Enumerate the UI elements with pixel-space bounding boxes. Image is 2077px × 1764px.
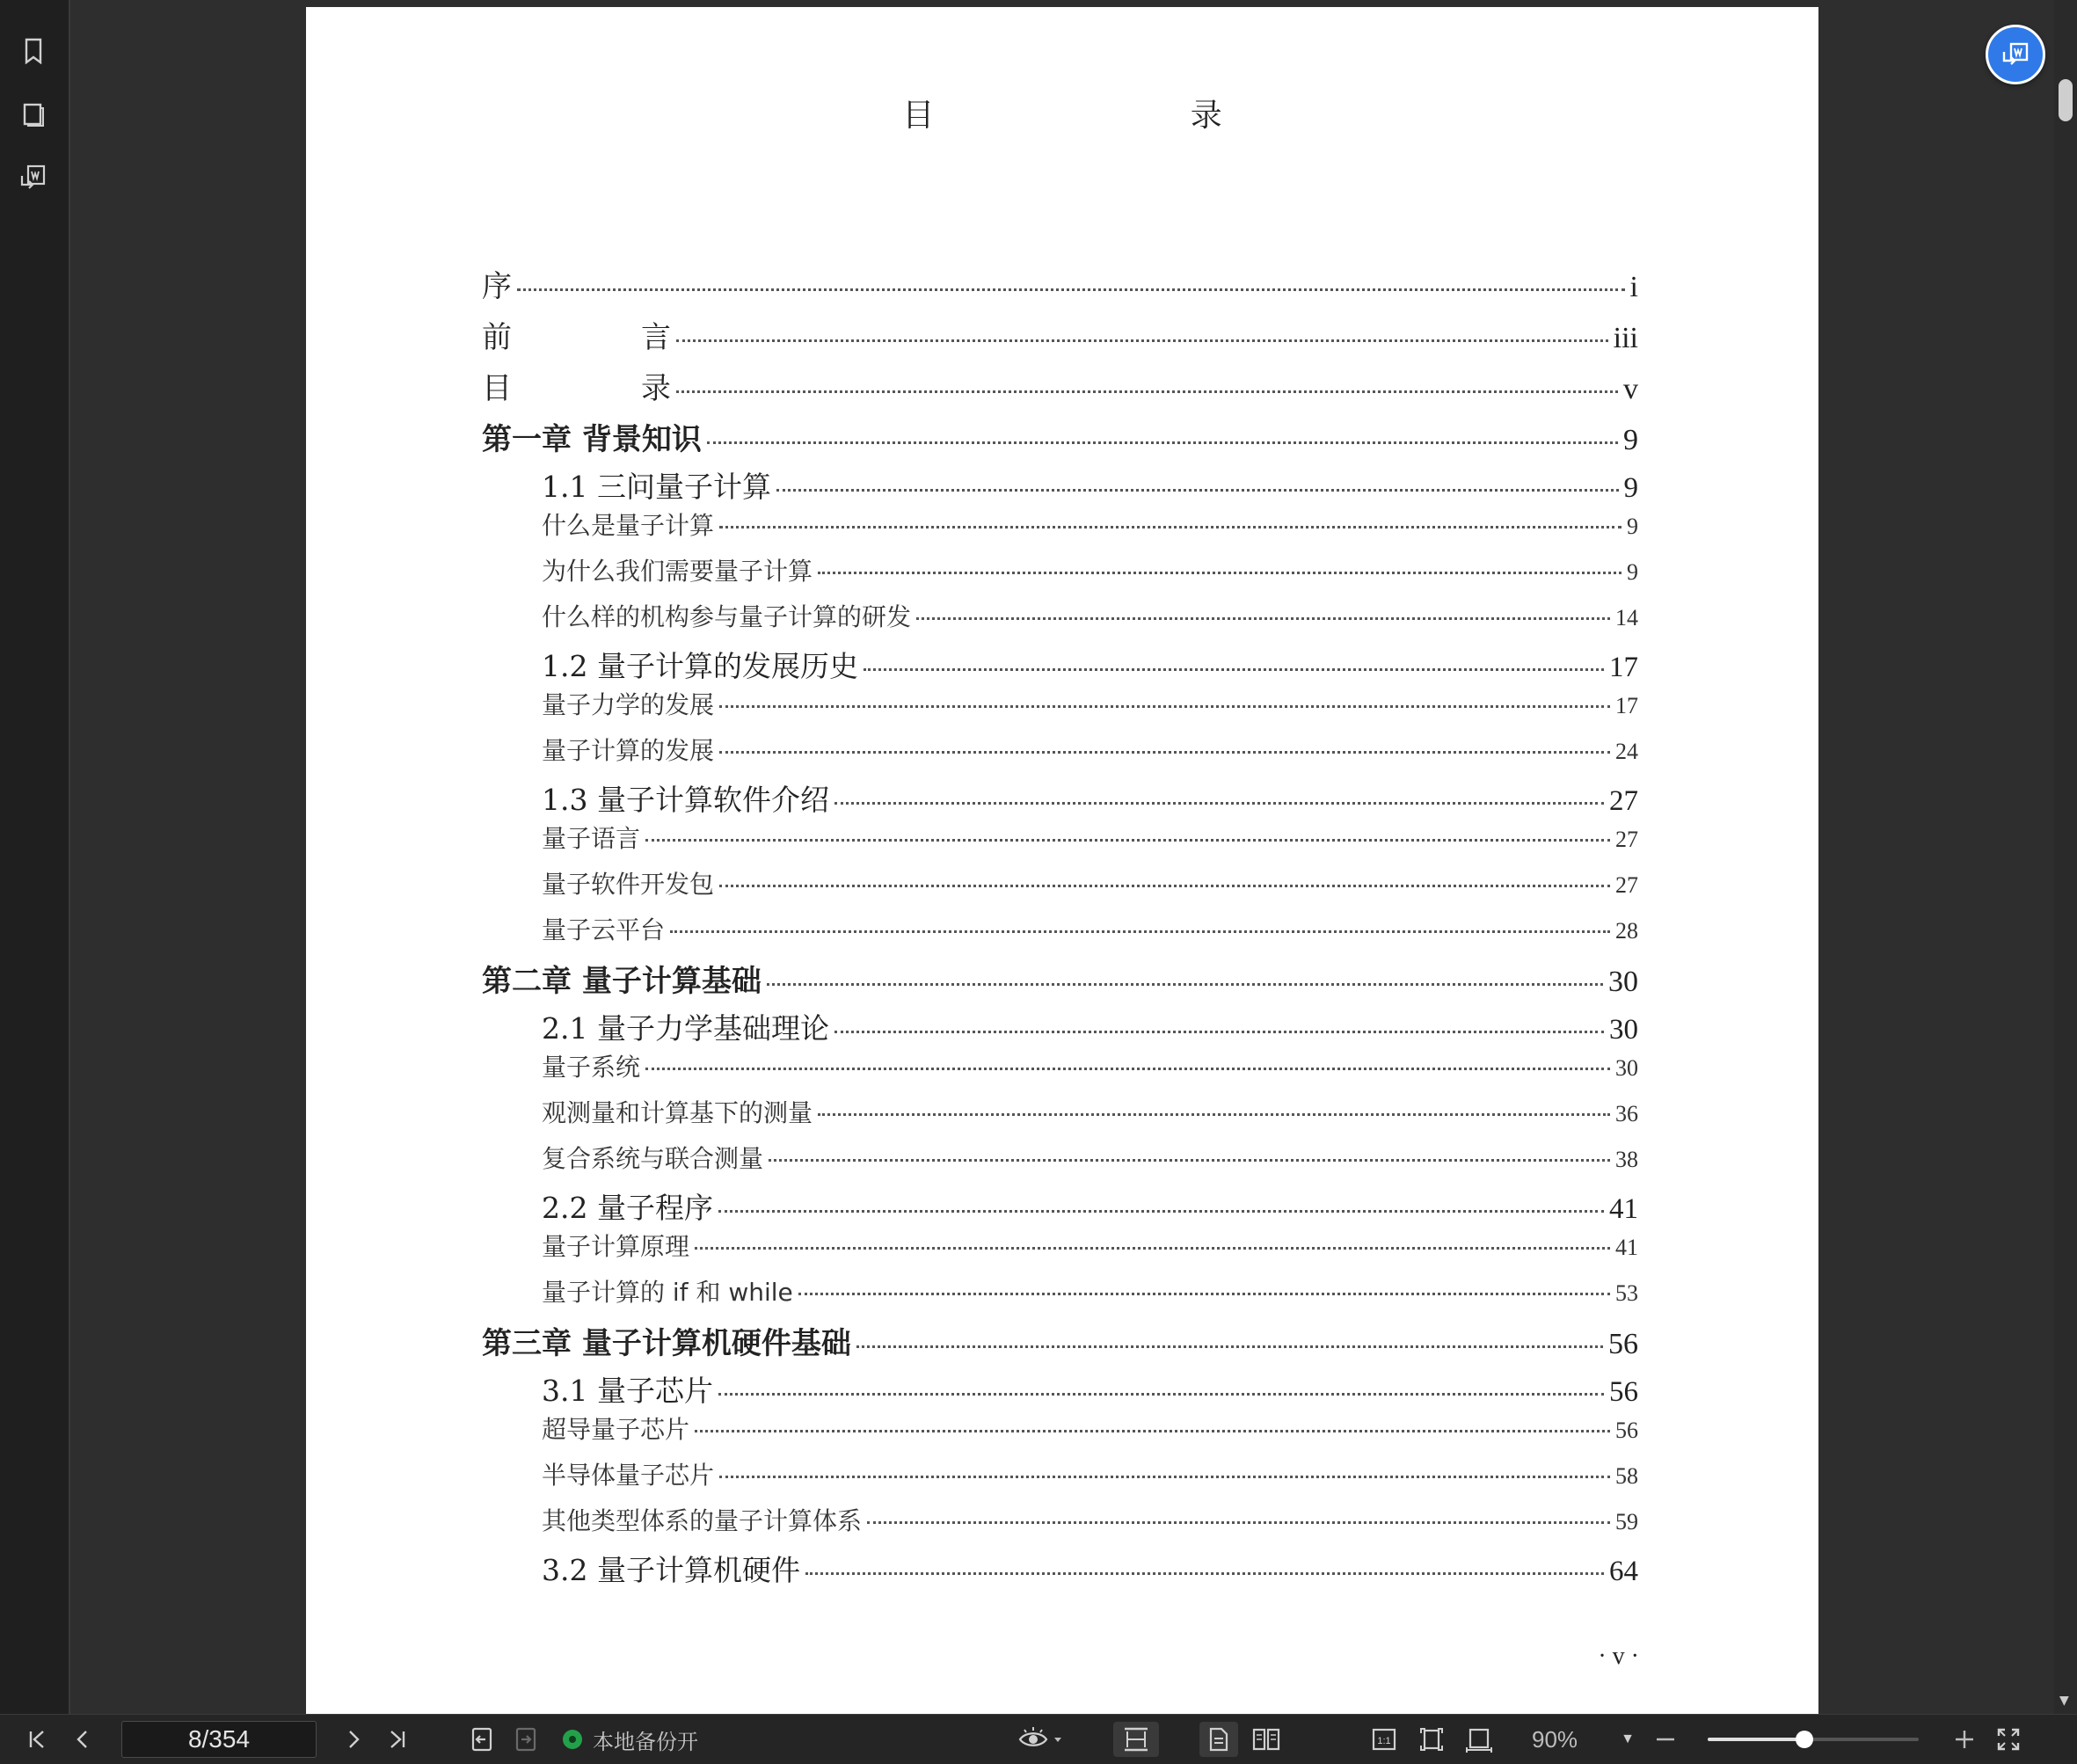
toc-entry[interactable]: [482, 865, 1638, 911]
toc-entry-label: 量子计算的发展: [542, 736, 715, 765]
toc-entry-label: 量子云平台: [542, 915, 666, 944]
toc-entry[interactable]: [482, 415, 1638, 464]
toc-entry-page: 53: [1615, 1280, 1638, 1306]
single-page-icon[interactable]: [1199, 1722, 1238, 1757]
page-footer-number: · v ·: [1598, 1643, 1639, 1670]
toc-entry-label: 1.2 量子计算的发展历史: [542, 649, 858, 683]
fullscreen-icon[interactable]: [1989, 1722, 2028, 1757]
toc-leader-dots: [718, 1392, 1604, 1396]
toc-entry-label: 2.1 量子力学基础理论: [542, 1011, 829, 1046]
toc-leader-dots: [805, 1571, 1604, 1575]
toc-entry[interactable]: [482, 686, 1638, 732]
toc-entry-page: 56: [1615, 1418, 1638, 1443]
toc-entry[interactable]: [482, 1273, 1638, 1319]
toc-entry[interactable]: [482, 644, 1638, 686]
toc-entry-label: 3.1 量子芯片: [542, 1374, 713, 1408]
toc-entry[interactable]: [482, 1456, 1638, 1502]
toc-entry[interactable]: [482, 464, 1638, 507]
toc-leader-dots: [695, 1429, 1610, 1432]
toc-leader-dots: [818, 571, 1622, 574]
bookmark-icon[interactable]: [14, 32, 53, 70]
toc-entry-label: 2.2 量子程序: [542, 1191, 713, 1225]
toc-leader-dots: [719, 704, 1610, 708]
toc-entry[interactable]: [482, 1548, 1638, 1590]
toc-entry-page: 27: [1615, 872, 1638, 898]
toc-entry-page: 9: [1623, 424, 1638, 456]
toc-entry[interactable]: [482, 1185, 1638, 1228]
toc-entry-label: 其他类型体系的量子计算体系: [542, 1506, 863, 1535]
zoom-slider[interactable]: [1708, 1738, 1919, 1741]
toc-entry-label: 第三章 量子计算机硬件基础: [482, 1326, 851, 1361]
toc-entry-label: 量子软件开发包: [542, 870, 715, 899]
toc-entry-label: 第一章 背景知识: [482, 422, 702, 457]
toc-leader-dots: [818, 1112, 1610, 1116]
thumbnails-icon[interactable]: [14, 95, 53, 134]
toc-entry-label-part: 前: [482, 320, 512, 355]
toc-list: [482, 262, 1638, 1590]
toc-entry-page: 30: [1608, 966, 1638, 998]
toc-leader-dots: [719, 525, 1622, 528]
toc-leader-dots: [834, 1030, 1604, 1033]
toc-entry-page: 58: [1615, 1463, 1638, 1489]
zoom-out-icon[interactable]: [1648, 1722, 1683, 1757]
toc-leader-dots: [769, 1158, 1610, 1162]
first-page-icon[interactable]: [18, 1722, 56, 1757]
toc-entry-label-part: 目: [482, 371, 512, 406]
toc-entry-page: 56: [1608, 1328, 1638, 1360]
toc-entry[interactable]: [482, 820, 1638, 865]
toc-title: 目 录: [902, 98, 1345, 134]
previous-page-icon[interactable]: [63, 1722, 102, 1757]
toc-entry-label: 量子系统: [542, 1053, 641, 1082]
toc-entry[interactable]: [482, 1094, 1638, 1140]
toc-entry-label: [482, 364, 671, 407]
toc-entry-label: 序: [482, 269, 512, 304]
toc-entry[interactable]: [482, 1502, 1638, 1548]
toc-leader-dots: [767, 982, 1603, 986]
toc-entry[interactable]: [482, 262, 1638, 313]
toc-entry-label: 第二章 量子计算基础: [482, 964, 762, 999]
toc-leader-dots: [798, 1292, 1610, 1295]
toc-entry-label: 1.1 三问量子计算: [542, 470, 771, 504]
vertical-scrollbar[interactable]: [2054, 0, 2077, 1715]
zoom-in-icon[interactable]: [1947, 1722, 1982, 1757]
history-back-icon[interactable]: [463, 1722, 501, 1757]
toc-entry-page: v: [1623, 373, 1638, 405]
toc-leader-dots: [645, 1067, 1610, 1070]
toc-leader-dots: [718, 1209, 1604, 1213]
page-number-input[interactable]: [121, 1721, 317, 1758]
toc-leader-dots: [719, 884, 1610, 887]
toc-entry[interactable]: [482, 1006, 1638, 1048]
floating-convert-button[interactable]: [1986, 25, 2045, 84]
toc-entry[interactable]: [482, 1410, 1638, 1456]
toc-leader-dots: [776, 488, 1619, 492]
toc-entry-page: 59: [1615, 1509, 1638, 1534]
toc-entry-label: 什么是量子计算: [542, 511, 715, 540]
toc-leader-dots: [719, 750, 1610, 754]
toc-entry-page: 9: [1627, 514, 1638, 539]
toc-entry-page: 41: [1609, 1193, 1638, 1225]
convert-icon[interactable]: [14, 158, 53, 197]
toc-entry-label: 复合系统与联合测量: [542, 1144, 764, 1173]
document-page: [306, 7, 1818, 1715]
svg-text:1:1: 1:1: [1377, 1736, 1391, 1746]
toc-entry[interactable]: [482, 1228, 1638, 1273]
toc-entry-label: 量子计算原理: [542, 1232, 690, 1261]
toc-entry[interactable]: [482, 732, 1638, 777]
toc-leader-dots: [864, 667, 1604, 671]
toc-entry-label: 量子语言: [542, 824, 641, 853]
toc-entry-page: 36: [1615, 1101, 1638, 1126]
toc-leader-dots: [670, 929, 1610, 933]
toc-entry-page: 14: [1615, 605, 1638, 631]
toc-entry-page: 28: [1615, 918, 1638, 944]
toc-entry-page: 17: [1609, 652, 1638, 683]
toc-entry-label: 量子计算的 if 和 while: [542, 1278, 793, 1307]
zoom-slider-thumb[interactable]: [1796, 1731, 1813, 1748]
scrollbar-thumb[interactable]: [2059, 79, 2073, 121]
fit-page-icon[interactable]: [1412, 1722, 1451, 1757]
continuous-scroll-icon[interactable]: [1113, 1722, 1159, 1757]
toc-entry-label: 观测量和计算基下的测量: [542, 1098, 813, 1127]
toc-entry-label: 超导量子芯片: [542, 1415, 690, 1444]
toc-entry-label: 量子力学的发展: [542, 690, 715, 719]
left-sidebar: [0, 0, 70, 1715]
convert-icon: [2000, 41, 2030, 68]
toc-entry-page: i: [1629, 271, 1638, 303]
toc-entry[interactable]: [482, 313, 1638, 364]
zoom-level-display[interactable]: [1532, 1722, 1578, 1757]
toc-entry[interactable]: [482, 1140, 1638, 1185]
last-page-icon[interactable]: [378, 1722, 417, 1757]
toc-entry-label: 半导体量子芯片: [542, 1461, 715, 1490]
bottom-toolbar: [0, 1714, 2077, 1764]
zoom-slider-fill: [1708, 1738, 1804, 1741]
toc-entry-page: 9: [1623, 472, 1638, 504]
toc-entry[interactable]: [482, 957, 1638, 1006]
toc-entry-page: 56: [1609, 1376, 1638, 1408]
toc-entry-label: [482, 313, 671, 356]
toc-entry[interactable]: [482, 507, 1638, 552]
toc-entry-label: 1.3 量子计算软件介绍: [542, 783, 829, 817]
toc-leader-dots: [707, 441, 1618, 444]
toc-leader-dots: [676, 390, 1618, 393]
toc-entry[interactable]: [482, 1319, 1638, 1368]
toc-entry-page: 27: [1615, 827, 1638, 852]
toc-entry[interactable]: [482, 1048, 1638, 1094]
next-page-icon[interactable]: [334, 1722, 373, 1757]
toc-entry-page: 24: [1615, 739, 1638, 764]
toc-leader-dots: [834, 801, 1604, 805]
toc-entry-page: 27: [1609, 785, 1638, 817]
eye-care-mode-icon[interactable]: [1015, 1722, 1068, 1757]
toc-entry-label: 为什么我们需要量子计算: [542, 557, 813, 586]
fit-width-icon[interactable]: [1460, 1722, 1498, 1757]
toc-entry-page: 30: [1609, 1014, 1638, 1046]
toc-entry-page: 41: [1615, 1235, 1638, 1260]
toc-entry-page: 17: [1615, 693, 1638, 718]
toc-entry-page: 38: [1615, 1147, 1638, 1172]
local-backup-status[interactable]: [563, 1722, 698, 1757]
backup-status-label: 本地备份开: [593, 1729, 698, 1754]
two-page-icon[interactable]: [1247, 1722, 1286, 1757]
toc-leader-dots: [916, 616, 1610, 620]
toc-entry[interactable]: [482, 364, 1638, 415]
toc-leader-dots: [645, 838, 1610, 842]
scroll-down-arrow-icon[interactable]: ▼: [2059, 1694, 2069, 1708]
toc-entry-page: 64: [1609, 1556, 1638, 1587]
toc-leader-dots: [719, 1475, 1610, 1478]
toc-entry-label-part: 言: [641, 320, 671, 355]
toc-leader-dots: [695, 1246, 1610, 1250]
toc-leader-dots: [867, 1520, 1610, 1524]
toc-leader-dots: [856, 1345, 1603, 1348]
toc-entry[interactable]: [482, 552, 1638, 598]
history-forward-icon[interactable]: [506, 1722, 545, 1757]
toc-entry-label-part: 录: [641, 371, 671, 406]
toc-entry-label: 3.2 量子计算机硬件: [542, 1553, 800, 1587]
toc-leader-dots: [517, 288, 1625, 291]
document-viewer[interactable]: [70, 0, 2077, 1715]
actual-size-icon[interactable]: [1365, 1722, 1403, 1757]
backup-status-dot-icon: [563, 1730, 582, 1749]
toc-entry-page: 30: [1615, 1055, 1638, 1081]
toc-entry[interactable]: [482, 598, 1638, 644]
zoom-level-value: 90%: [1532, 1725, 1578, 1753]
toc-entry[interactable]: [482, 1368, 1638, 1410]
toc-entry[interactable]: [482, 911, 1638, 957]
toc-leader-dots: [676, 339, 1608, 342]
toc-entry-page: 9: [1627, 559, 1638, 585]
toc-entry-label: 什么样的机构参与量子计算的研发: [542, 602, 912, 631]
zoom-dropdown-icon[interactable]: ▼: [1621, 1731, 1635, 1746]
toc-entry-page: iii: [1613, 322, 1638, 354]
toc-entry[interactable]: [482, 777, 1638, 820]
